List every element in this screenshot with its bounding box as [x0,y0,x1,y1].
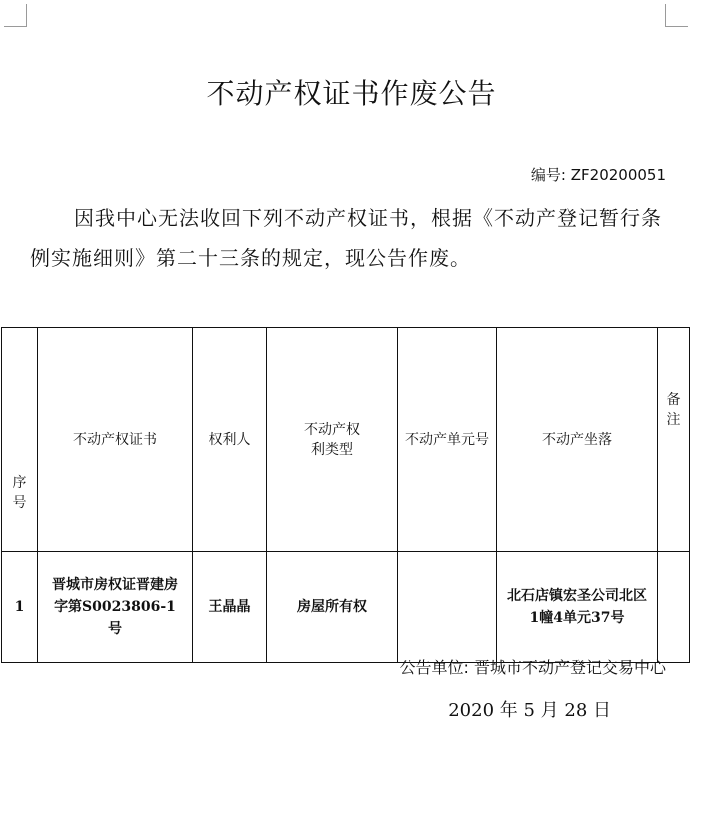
cell-certificate: 晋城市房权证晋建房字第S0023806-1号 [38,552,193,663]
table-header-row [2,328,690,552]
cell-holder: 王晶晶 [193,552,267,663]
cell-location: 北石店镇宏圣公司北区1幢4单元37号 [497,552,658,663]
header-right-type: 不动产权利类型 [267,328,398,552]
header-holder: 权利人 [193,328,267,552]
cell-right-type: 房屋所有权 [267,552,398,663]
header-unit-no: 不动产单元号 [398,328,497,552]
cell-remarks [658,552,690,663]
document-number: 编号: ZF20200051 [530,166,666,184]
margin-mark-top-right [665,4,688,27]
margin-mark-top-left [4,4,27,27]
header-location: 不动产坐落 [497,328,658,552]
page-title: 不动产权证书作废公告 [206,77,497,110]
issuing-unit: 公告单位: 晋城市不动产登记交易中心 [399,658,666,677]
table-row [2,552,690,663]
certificate-table [1,327,690,663]
cell-unit-no [398,552,497,663]
cell-seq: 1 [2,552,38,663]
announcement-body: 因我中心无法收回下列不动产权证书，根据《不动产登记暂行条例实施细则》第二十三条的规定，现公告作废。 [30,206,662,270]
header-certificate: 不动产权证书 [38,328,193,552]
header-remarks: 备注 [658,328,690,552]
header-seq: 序号 [2,328,38,552]
announcement-date: 2020 年 5 月 28 日 [448,700,611,721]
